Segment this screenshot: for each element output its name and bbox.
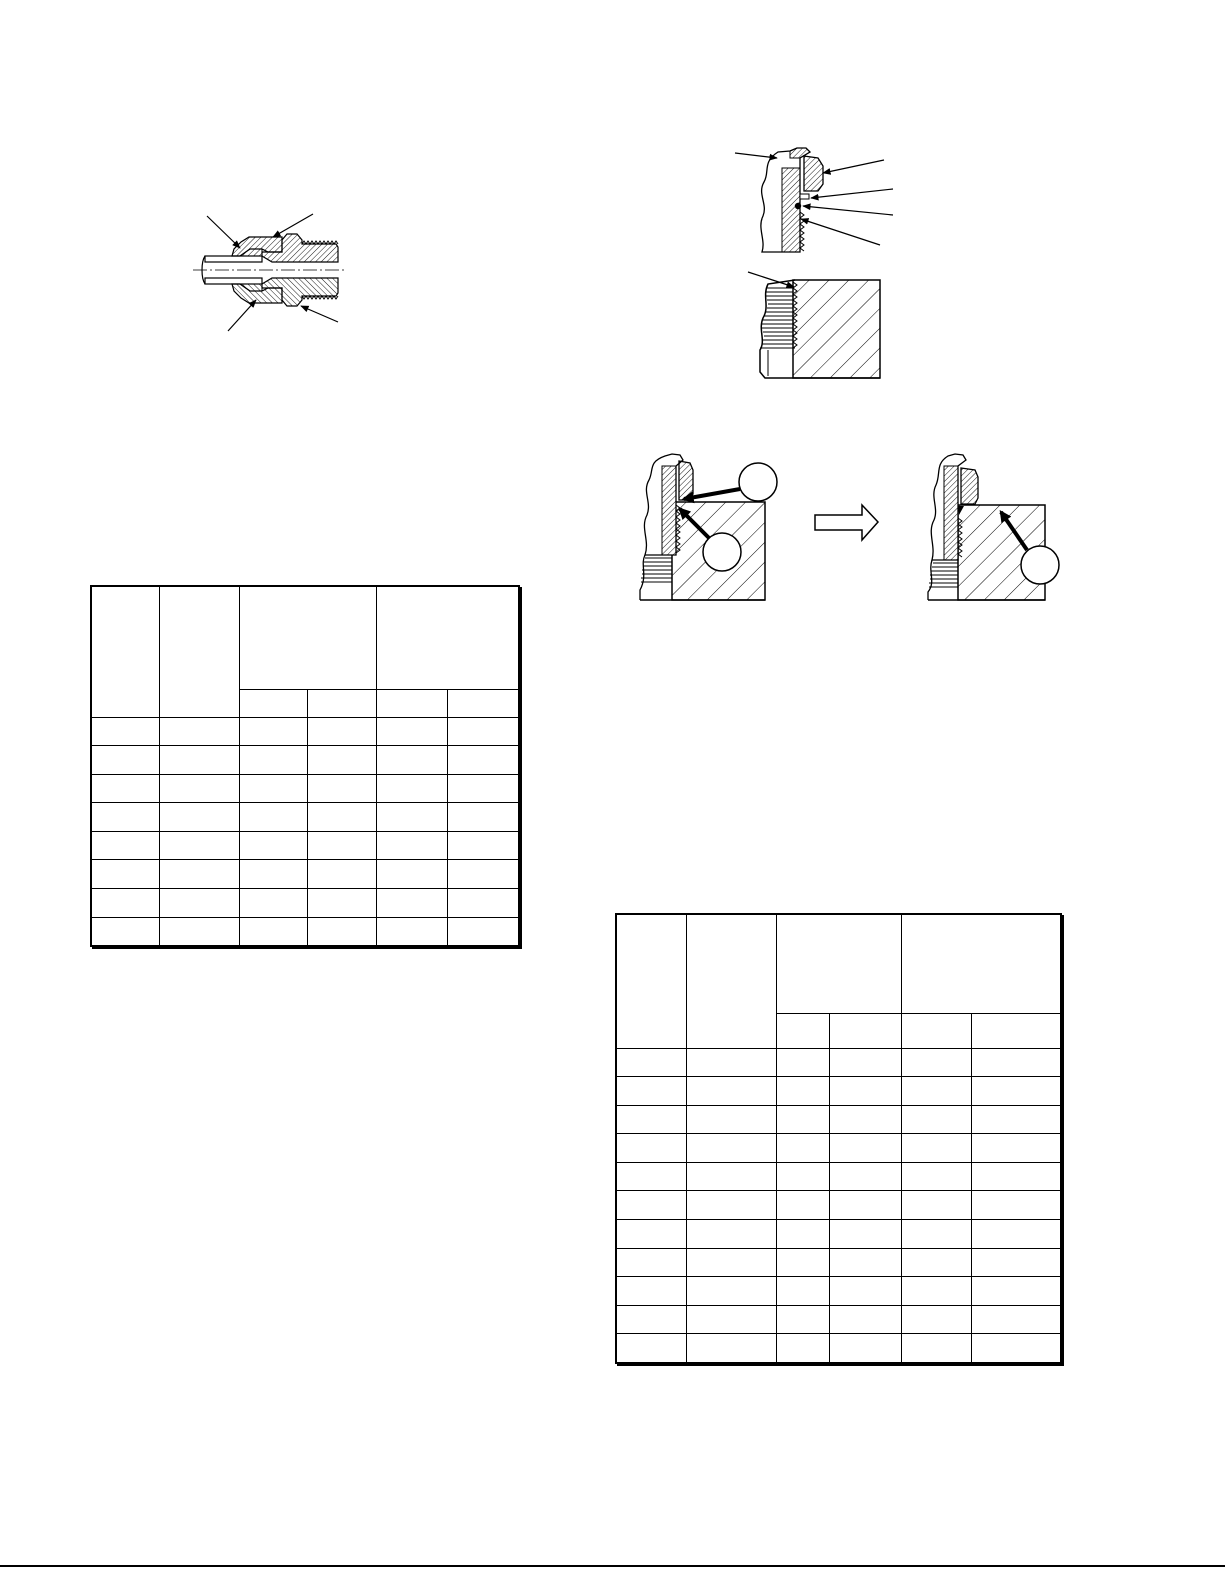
- port-thread-lines: [929, 563, 958, 587]
- table-cell: [829, 1048, 901, 1077]
- port-block: [793, 280, 880, 378]
- table-header-cell: [616, 914, 686, 1048]
- table-cell: [307, 860, 376, 889]
- table-cell: [829, 1334, 901, 1363]
- table-cell: [239, 831, 307, 860]
- torque-table-left: [90, 585, 520, 947]
- table-row: [91, 774, 519, 803]
- table-cell: [901, 1277, 971, 1306]
- table-cell: [776, 1105, 829, 1134]
- table-cell: [376, 917, 447, 946]
- table-cell: [686, 1334, 776, 1363]
- table-cell: [616, 1277, 686, 1306]
- torque-table-right: [615, 913, 1062, 1364]
- table-row: [616, 1277, 1061, 1306]
- table-cell: [91, 860, 159, 889]
- installation-after-figure: [928, 454, 1059, 600]
- table-row: [91, 917, 519, 946]
- table-cell: [447, 774, 519, 803]
- table-cell: [616, 1105, 686, 1134]
- installation-before-figure: [640, 454, 777, 600]
- table-cell: [901, 1248, 971, 1277]
- table-cell: [159, 917, 239, 946]
- table-cell: [686, 1248, 776, 1277]
- table-cell: [776, 1048, 829, 1077]
- table-cell: [971, 1248, 1061, 1277]
- table-cell: [616, 1305, 686, 1334]
- jam-nut: [679, 461, 693, 500]
- table-cell: [971, 1162, 1061, 1191]
- table-cell: [776, 1162, 829, 1191]
- fitting-upper-half: [205, 234, 338, 262]
- table-cell: [447, 889, 519, 918]
- leader-arrow: [301, 306, 338, 322]
- table-cell: [91, 746, 159, 775]
- footer-rule: [0, 1565, 1225, 1567]
- table-cell: [307, 803, 376, 832]
- table-cell: [239, 917, 307, 946]
- table-cell: [901, 1134, 971, 1163]
- table-header-cell: [239, 586, 376, 689]
- port-thread-lines: [641, 558, 672, 582]
- table-row: [91, 717, 519, 746]
- table-cell: [307, 917, 376, 946]
- table-cell: [239, 860, 307, 889]
- table-cell: [91, 803, 159, 832]
- table-row: [616, 1191, 1061, 1220]
- table-cell: [239, 774, 307, 803]
- table-cell: [686, 1220, 776, 1249]
- table-row: [91, 803, 519, 832]
- table-cell: [829, 1248, 901, 1277]
- table-cell: [829, 1077, 901, 1106]
- o-ring: [795, 203, 801, 209]
- table-cell: [829, 1134, 901, 1163]
- callout-circle: [703, 533, 741, 571]
- jam-nut: [961, 468, 978, 504]
- jam-nut: [804, 156, 823, 191]
- table-header-cell: [901, 1013, 971, 1048]
- table-cell: [829, 1162, 901, 1191]
- table-cell: [616, 1048, 686, 1077]
- table-cell: [447, 917, 519, 946]
- table-cell: [159, 860, 239, 889]
- table-cell: [829, 1220, 901, 1249]
- backup-washer: [800, 194, 809, 199]
- table-cell: [239, 717, 307, 746]
- fitting-stem: [662, 466, 676, 555]
- table-cell: [91, 889, 159, 918]
- table-row: [616, 1248, 1061, 1277]
- table-cell: [971, 1191, 1061, 1220]
- table-cell: [239, 889, 307, 918]
- table-cell: [91, 831, 159, 860]
- table-header-cell: [239, 689, 307, 717]
- table-cell: [776, 1134, 829, 1163]
- table-cell: [159, 831, 239, 860]
- threaded-port-figure: [748, 272, 880, 378]
- table-cell: [616, 1162, 686, 1191]
- leader-arrow: [823, 160, 884, 173]
- table-cell: [776, 1277, 829, 1306]
- fitting-leader-arrows: [207, 214, 338, 331]
- table-row: [616, 1305, 1061, 1334]
- table-cell: [159, 889, 239, 918]
- fitting-lower-half: [205, 278, 338, 306]
- o-ring-fitting-figure: [735, 148, 893, 252]
- table-cell: [776, 1334, 829, 1363]
- table-cell: [971, 1277, 1061, 1306]
- table-cell: [971, 1048, 1061, 1077]
- table-cell: [159, 803, 239, 832]
- table-cell: [971, 1334, 1061, 1363]
- fitting-stem: [944, 466, 958, 560]
- table-cell: [776, 1220, 829, 1249]
- table-cell: [829, 1105, 901, 1134]
- table-cell: [901, 1048, 971, 1077]
- table-header-row: [616, 914, 1061, 1013]
- table-header-cell: [307, 689, 376, 717]
- callout-circle: [1021, 546, 1059, 584]
- table-row: [91, 860, 519, 889]
- table-cell: [686, 1048, 776, 1077]
- table-cell: [239, 746, 307, 775]
- table-cell: [901, 1105, 971, 1134]
- table-cell: [376, 860, 447, 889]
- table-cell: [307, 889, 376, 918]
- leader-arrow: [748, 272, 794, 287]
- table-header-cell: [447, 689, 519, 717]
- table-cell: [616, 1134, 686, 1163]
- table-row: [616, 1105, 1061, 1134]
- table-cell: [376, 831, 447, 860]
- table-cell: [686, 1191, 776, 1220]
- table-header-cell: [901, 914, 1061, 1013]
- table-header-cell: [376, 586, 519, 689]
- table-row: [616, 1134, 1061, 1163]
- leader-arrow: [811, 189, 893, 198]
- table-cell: [307, 774, 376, 803]
- table-cell: [686, 1277, 776, 1306]
- broken-edge: [928, 560, 932, 600]
- table-cell: [239, 803, 307, 832]
- right-arrow-icon: [815, 505, 878, 540]
- table-row: [616, 1077, 1061, 1106]
- leader-arrow: [207, 216, 240, 248]
- table-cell: [686, 1134, 776, 1163]
- leader-arrow: [228, 300, 256, 331]
- table-cell: [829, 1277, 901, 1306]
- table-header-cell: [776, 914, 901, 1013]
- table-row: [616, 1220, 1061, 1249]
- table-cell: [159, 746, 239, 775]
- leader-arrow: [735, 153, 777, 158]
- table-header-cell: [686, 914, 776, 1048]
- table-row: [616, 1048, 1061, 1077]
- table-cell: [376, 746, 447, 775]
- table-row: [91, 889, 519, 918]
- table-cell: [447, 746, 519, 775]
- table-cell: [447, 803, 519, 832]
- table-cell: [447, 717, 519, 746]
- table-cell: [91, 774, 159, 803]
- table-cell: [447, 860, 519, 889]
- table-cell: [616, 1220, 686, 1249]
- table-row: [91, 746, 519, 775]
- table-cell: [307, 746, 376, 775]
- table-header-cell: [376, 689, 447, 717]
- table-cell: [376, 774, 447, 803]
- table-cell: [971, 1077, 1061, 1106]
- table-cell: [901, 1077, 971, 1106]
- table-cell: [901, 1220, 971, 1249]
- table-cell: [376, 717, 447, 746]
- table-cell: [686, 1077, 776, 1106]
- leader-arrow: [803, 206, 893, 215]
- table-header-cell: [776, 1013, 829, 1048]
- callout-circle: [739, 463, 777, 501]
- table-cell: [686, 1105, 776, 1134]
- table-header-cell: [829, 1013, 901, 1048]
- table-cell: [616, 1191, 686, 1220]
- table-cell: [307, 717, 376, 746]
- table-cell: [616, 1248, 686, 1277]
- table-cell: [91, 917, 159, 946]
- table-cell: [829, 1305, 901, 1334]
- table-cell: [776, 1305, 829, 1334]
- compression-fitting-figure: [193, 214, 346, 331]
- table-cell: [307, 831, 376, 860]
- table-cell: [776, 1248, 829, 1277]
- table-cell: [776, 1077, 829, 1106]
- table-cell: [616, 1077, 686, 1106]
- table-row: [91, 831, 519, 860]
- table-cell: [159, 717, 239, 746]
- table-cell: [776, 1191, 829, 1220]
- table-cell: [901, 1334, 971, 1363]
- leader-arrow: [801, 219, 880, 245]
- table-cell: [829, 1191, 901, 1220]
- table-cell: [159, 774, 239, 803]
- fitting-stem: [782, 168, 800, 252]
- table-cell: [971, 1220, 1061, 1249]
- table-cell: [686, 1162, 776, 1191]
- table-cell: [616, 1334, 686, 1363]
- table-row: [616, 1162, 1061, 1191]
- table-cell: [447, 831, 519, 860]
- table-cell: [901, 1162, 971, 1191]
- table-cell: [91, 717, 159, 746]
- table-cell: [971, 1134, 1061, 1163]
- table-header-cell: [91, 586, 159, 717]
- table-cell: [686, 1305, 776, 1334]
- table-header-cell: [159, 586, 239, 717]
- table-header-cell: [971, 1013, 1061, 1048]
- table-cell: [376, 803, 447, 832]
- table-cell: [901, 1191, 971, 1220]
- table-cell: [971, 1105, 1061, 1134]
- table-cell: [901, 1305, 971, 1334]
- table-header-row: [91, 586, 519, 689]
- table-cell: [376, 889, 447, 918]
- table-row: [616, 1334, 1061, 1363]
- table-cell: [971, 1305, 1061, 1334]
